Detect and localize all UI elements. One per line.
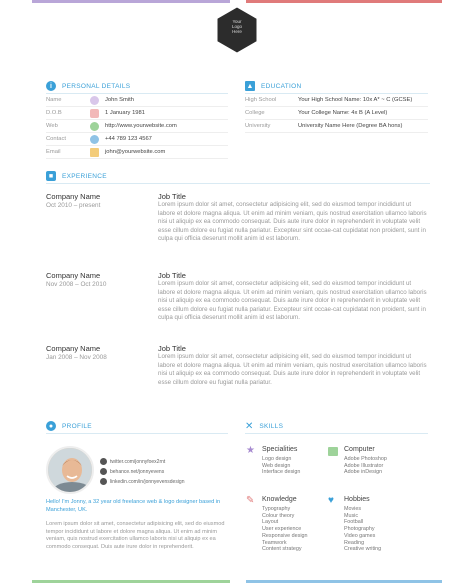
tools-icon: ✕	[245, 420, 254, 432]
skills-computer-list: Adobe Photoshop Adobe Illustrator Adobe inDesign	[344, 456, 387, 476]
phone-icon	[90, 135, 99, 144]
heart-icon: ♥	[328, 495, 334, 506]
behance-icon	[100, 468, 107, 475]
education-row-university: University University Name Here (Degree BA hons)	[245, 120, 428, 133]
user-circle-icon: ●	[46, 421, 56, 431]
skills-knowledge-title: Knowledge	[262, 496, 297, 503]
globe-icon	[90, 122, 99, 131]
experience-header: ■ EXPERIENCE	[46, 169, 107, 183]
skills-specialities-title: Specialities	[262, 446, 298, 453]
star-icon: ★	[246, 445, 255, 456]
job-1-dates: Oct 2010 – present	[46, 202, 101, 209]
skills-header: ✕ SKILLS	[245, 420, 284, 432]
detail-row-contact: Contact +44 789 123 4567	[46, 133, 228, 146]
info-icon: i	[46, 81, 56, 91]
logo-text: Your Logo Here	[231, 19, 242, 35]
skills-hobbies-title: Hobbies	[344, 496, 370, 503]
profile-intro: Hello! I'm Jonny, a 32 year old freelance web & logo designer based in Manchester, UK.	[46, 499, 221, 513]
education-row-college: College Your College Name: 4x B (A Level)	[245, 107, 428, 120]
social-linkedin[interactable]: linkedin.com/in/jonnyevensdesign	[100, 478, 185, 485]
detail-row-email: Email john@yourwebsite.com	[46, 146, 228, 159]
monitor-icon	[328, 447, 338, 456]
profile-description: Lorem ipsum dolor sit amet, consectetur adipisicing elit, sed do eiusmod tempor incididunt ut labore et dolore magna aliqua. Ut enim ad minim veniam, quis nostrud exercitation ullamco laboris nisi ut aliquip ex ea commodo consequat. Duis aute irure dolor in reprehenderit.	[46, 521, 225, 550]
job-2-description: Lorem ipsum dolor sit amet, consectetur adipisicing elit, sed do eiusmod tempor incididunt ut labore et dolore magna aliqua. Ut enim ad minim veniam, quis nostrud exercitation ullamco laboris nisi ut aliquip ex ea commodo consequat. Duis aute irure dolor in reprehenderit in voluptate velit esse cillum dolore eu fugiat nulla pariatur. Excepteur sint occae-cat cupidatat non proident, sunt in culpa qui officia deserunt mollit anim id est laborum.	[158, 280, 427, 322]
twitter-icon	[100, 458, 107, 465]
personal-details-header: i PERSONAL DETAILS	[46, 79, 130, 93]
briefcase-icon: ■	[46, 171, 56, 181]
education-row-high-school: High School Your High School Name: 10x A* ~ C (GCSE)	[245, 94, 428, 107]
social-behance[interactable]: behance.net/jonnyevens	[100, 468, 164, 475]
profile-rule	[46, 433, 228, 434]
job-2-dates: Nov 2008 – Oct 2010	[46, 281, 107, 288]
job-3-description: Lorem ipsum dolor sit amet, consectetur adipisicing elit, sed do eiusmod tempor incididunt ut labore et dolore magna aliqua. Ut enim ad minim veniam, quis nostrud exercitation ullamco laboris nisi ut aliquip ex ea commodo consequat. Duis aute irure dolor in reprehenderit in voluptate velit esse cillum dolore eu fugiat nulla pariatur.	[158, 353, 427, 386]
skills-specialities-list: Logo design Web design Interface design	[262, 456, 301, 476]
top-bar-coral	[246, 0, 442, 3]
detail-row-name: Name John Smith	[46, 94, 228, 107]
job-3-dates: Jan 2008 – Nov 2008	[46, 354, 107, 361]
job-2-company: Company Name	[46, 271, 101, 280]
skills-knowledge-list: Typography Colour theory Layout User experience Responsive design Teamwork Content strategy	[262, 506, 308, 553]
detail-row-dob: D.O.B 1 January 1981	[46, 107, 228, 120]
user-icon	[90, 96, 99, 105]
avatar-portrait	[48, 448, 94, 494]
job-3-title: Job Title	[158, 344, 186, 353]
avatar	[46, 446, 94, 494]
education-header: ▲ EDUCATION	[246, 82, 302, 90]
skills-rule	[245, 433, 428, 434]
graduation-cap-icon: ▲	[246, 82, 254, 90]
linkedin-icon	[100, 478, 107, 485]
job-1-company: Company Name	[46, 192, 101, 201]
skills-computer-title: Computer	[344, 446, 375, 453]
profile-header: ● PROFILE	[46, 419, 92, 433]
experience-rule	[46, 183, 430, 184]
detail-row-web: Web http://www.yourwebsite.com	[46, 120, 228, 133]
job-1-description: Lorem ipsum dolor sit amet, consectetur adipisicing elit, sed do eiusmod tempor incididunt ut labore et dolore magna aliqua. Ut enim ad minim veniam, quis nostrud exercitation ullamco laboris nisi ut aliquip ex ea commodo consequat. Duis aute irure dolor in reprehenderit in voluptate velit esse cillum dolore eu fugiat nulla pariatur. Excepteur sint occae-cat cupidatat non proident, sunt in culpa qui officia deserunt mollit anim id est laborum.	[158, 201, 427, 243]
calendar-icon	[90, 109, 99, 118]
job-2-title: Job Title	[158, 271, 186, 280]
paper-plane-icon	[90, 148, 99, 157]
job-3-company: Company Name	[46, 344, 101, 353]
job-1-title: Job Title	[158, 192, 186, 201]
pencil-icon: ✎	[246, 495, 255, 506]
social-twitter[interactable]: twitter.com/jonnyfoex2rnt	[100, 458, 165, 465]
skills-hobbies-list: Movies Music Football Photography Video games Reading Creative writing	[344, 506, 382, 553]
top-bar-purple	[32, 0, 230, 3]
